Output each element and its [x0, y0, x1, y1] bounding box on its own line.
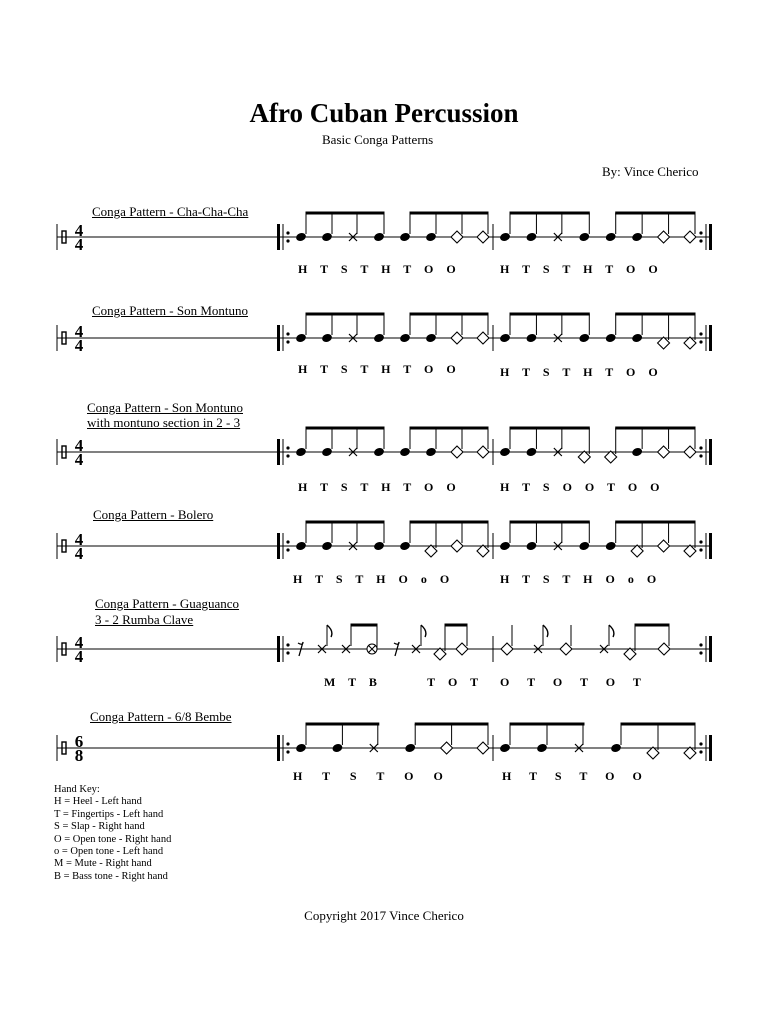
note-x	[554, 233, 562, 241]
eighth-rest	[298, 642, 303, 656]
note-diamond	[605, 451, 617, 463]
repeat-end-thick	[709, 325, 712, 351]
note-head	[605, 541, 617, 552]
note-flag	[327, 625, 332, 637]
note-head	[536, 743, 548, 754]
note-diamond	[658, 231, 670, 243]
time-signature-top: 4	[74, 436, 84, 455]
percussion-clef	[62, 231, 66, 243]
note-diamond	[477, 332, 489, 344]
note-beam	[615, 212, 695, 215]
note-diamond	[477, 545, 489, 557]
note-head	[295, 333, 307, 344]
percussion-clef	[62, 643, 66, 655]
note-diamond	[658, 540, 670, 552]
note-flag	[543, 625, 548, 637]
repeat-dot	[699, 446, 702, 449]
hand-labels: H T S T H T O O	[298, 480, 457, 494]
note-head	[404, 743, 416, 754]
note-x	[349, 542, 357, 550]
note-head	[610, 743, 622, 754]
note-head	[499, 447, 511, 458]
note-head	[373, 541, 385, 552]
author-credit: By: Vince Cherico	[602, 164, 699, 179]
note-x	[534, 645, 542, 653]
note-beam	[306, 313, 385, 316]
pattern-title: Conga Pattern - 6/8 Bembe	[90, 709, 232, 724]
note-head	[373, 232, 385, 243]
note-diamond	[684, 446, 696, 458]
hand-labels: H T S T H T O O	[298, 362, 457, 376]
note-beam	[510, 313, 590, 316]
time-signature-bottom: 4	[74, 544, 84, 563]
note-beam	[410, 427, 489, 430]
note-x	[412, 645, 420, 653]
repeat-dot	[286, 454, 289, 457]
repeat-dot	[699, 332, 702, 335]
hand-labels: H T S T H O o O	[500, 572, 657, 586]
note-head	[321, 541, 333, 552]
note-diamond	[631, 545, 643, 557]
pattern-subtitle: 3 - 2 Rumba Clave	[95, 612, 194, 627]
note-diamond	[451, 446, 463, 458]
hand-labels: O T O T O T	[500, 675, 642, 689]
note-head	[499, 743, 511, 754]
note-diamond	[624, 648, 636, 660]
pattern-title: Conga Pattern - Bolero	[93, 507, 214, 522]
note-head	[295, 232, 307, 243]
percussion-clef	[62, 446, 66, 458]
note-head	[295, 447, 307, 458]
hand-key-item: O = Open tone - Right hand	[54, 833, 172, 845]
hand-key-item: S = Slap - Right hand	[54, 821, 145, 833]
hand-key	[54, 784, 171, 883]
time-signature-bottom: 4	[74, 235, 84, 254]
percussion-clef	[62, 540, 66, 552]
repeat-end-thick	[709, 224, 712, 250]
note-diamond	[684, 545, 696, 557]
hand-labels: M T B T O T	[324, 675, 479, 689]
note-head	[578, 333, 590, 344]
repeat-end-thick	[709, 636, 712, 662]
note-head	[295, 541, 307, 552]
repeat-dot	[286, 239, 289, 242]
note-diamond	[684, 337, 696, 349]
time-signature-bottom: 4	[74, 336, 84, 355]
note-beam	[510, 521, 590, 524]
time-signature-bottom: 4	[74, 647, 84, 666]
time-signature-bottom: 8	[74, 746, 84, 765]
note-head	[499, 232, 511, 243]
repeat-dot	[286, 750, 289, 753]
hand-labels: H T S T H T O O	[500, 365, 659, 379]
repeat-dot	[286, 231, 289, 234]
repeat-dot	[286, 651, 289, 654]
note-head	[399, 333, 411, 344]
pattern-subtitle: with montuno section in 2 - 3	[87, 415, 241, 430]
note-beam	[510, 212, 590, 215]
note-head	[578, 232, 590, 243]
repeat-dot	[699, 231, 702, 234]
note-beam	[410, 521, 489, 524]
repeat-start-thick	[277, 439, 280, 465]
note-head	[499, 333, 511, 344]
note-head	[499, 541, 511, 552]
note-beam	[306, 212, 385, 215]
repeat-start-thick	[277, 325, 280, 351]
hand-key-heading: Hand Key:	[54, 784, 100, 795]
note-beam	[351, 624, 378, 627]
note-head	[321, 232, 333, 243]
note-diamond	[477, 742, 489, 754]
hand-labels: H T S T O O	[293, 769, 444, 783]
note-diamond	[501, 643, 513, 655]
hand-labels: H T S T O O	[502, 769, 643, 783]
note-x	[600, 645, 608, 653]
repeat-dot	[699, 454, 702, 457]
note-head	[321, 447, 333, 458]
note-head	[605, 232, 617, 243]
copyright: Copyright 2017 Vince Cherico	[304, 908, 464, 923]
note-flag	[609, 625, 614, 637]
hand-labels: H T S O O T O O	[500, 480, 660, 494]
repeat-dot	[286, 643, 289, 646]
note-diamond	[647, 747, 659, 759]
eighth-rest	[394, 642, 399, 656]
note-head	[399, 447, 411, 458]
hand-key-item: B = Bass tone - Right hand	[54, 870, 168, 882]
repeat-dot	[286, 332, 289, 335]
pattern-title: Conga Pattern - Guaguanco	[95, 596, 240, 611]
time-signature-top: 4	[74, 322, 84, 341]
hand-key-item: T = Fingertips - Left hand	[54, 808, 164, 820]
note-head	[295, 743, 307, 754]
note-head	[331, 743, 343, 754]
time-signature-bottom: 4	[74, 450, 84, 469]
note-beam	[615, 427, 695, 430]
note-diamond	[477, 231, 489, 243]
note-head	[425, 447, 437, 458]
note-beam	[635, 624, 670, 627]
note-head	[321, 333, 333, 344]
repeat-end-thick	[709, 735, 712, 761]
note-head	[525, 541, 537, 552]
hand-labels: H T S T H O o O	[293, 572, 450, 586]
note-head	[525, 447, 537, 458]
note-diamond	[684, 747, 696, 759]
time-signature-top: 4	[74, 633, 84, 652]
repeat-dot	[286, 742, 289, 745]
repeat-dot	[286, 548, 289, 551]
note-beam	[306, 521, 385, 524]
note-beam	[615, 521, 695, 524]
repeat-dot	[699, 548, 702, 551]
note-head	[425, 232, 437, 243]
repeat-start-thick	[277, 636, 280, 662]
note-head	[605, 333, 617, 344]
note-flag	[421, 625, 426, 637]
note-bass-x	[369, 646, 376, 653]
repeat-dot	[699, 540, 702, 543]
note-diamond	[658, 643, 670, 655]
percussion-clef	[62, 742, 66, 754]
repeat-dot	[699, 239, 702, 242]
time-signature-top: 4	[74, 530, 84, 549]
repeat-dot	[699, 651, 702, 654]
note-x	[318, 645, 326, 653]
note-beam	[615, 313, 695, 316]
hand-labels: H T S T H T O O	[298, 262, 457, 276]
hand-key-item: H = Heel - Left hand	[54, 796, 142, 808]
note-head	[373, 333, 385, 344]
repeat-dot	[286, 340, 289, 343]
pattern-title: Conga Pattern - Son Montuno	[92, 303, 248, 318]
note-x	[554, 334, 562, 342]
note-head	[525, 232, 537, 243]
note-head	[373, 447, 385, 458]
note-bass	[367, 644, 377, 654]
repeat-start-thick	[277, 533, 280, 559]
note-diamond	[456, 643, 468, 655]
note-beam	[510, 427, 590, 430]
note-diamond	[451, 332, 463, 344]
document-subtitle: Basic Conga Patterns	[322, 132, 434, 147]
note-diamond	[425, 545, 437, 557]
note-head	[399, 541, 411, 552]
pattern-title: Conga Pattern - Son Montuno	[87, 400, 243, 415]
repeat-dot	[699, 742, 702, 745]
note-x	[575, 744, 583, 752]
hand-key-item: o = Open tone - Left hand	[54, 846, 164, 858]
note-beam	[445, 624, 468, 627]
hand-labels: H T S T H T O O	[500, 262, 659, 276]
repeat-dot	[286, 446, 289, 449]
note-x	[349, 334, 357, 342]
note-diamond	[451, 231, 463, 243]
time-signature-top: 4	[74, 221, 84, 240]
note-beam	[306, 427, 385, 430]
document-title: Afro Cuban Percussion	[249, 98, 519, 128]
note-diamond	[477, 446, 489, 458]
note-diamond	[578, 451, 590, 463]
repeat-start-thick	[277, 735, 280, 761]
note-beam	[510, 723, 585, 726]
time-signature-top: 6	[74, 732, 84, 751]
repeat-dot	[286, 540, 289, 543]
pattern-title: Conga Pattern - Cha-Cha-Cha	[92, 204, 249, 219]
note-beam	[410, 212, 489, 215]
note-x	[349, 233, 357, 241]
note-diamond	[441, 742, 453, 754]
repeat-end-thick	[709, 439, 712, 465]
note-diamond	[560, 643, 572, 655]
hand-key-item: M = Mute - Right hand	[54, 858, 152, 870]
percussion-clef	[62, 332, 66, 344]
note-head	[631, 333, 643, 344]
note-beam	[306, 723, 380, 726]
note-x	[342, 645, 350, 653]
note-x	[554, 448, 562, 456]
note-head	[631, 232, 643, 243]
note-beam	[410, 313, 489, 316]
note-beam	[621, 723, 696, 726]
note-head	[399, 232, 411, 243]
note-diamond	[451, 540, 463, 552]
note-x	[554, 542, 562, 550]
note-diamond	[684, 231, 696, 243]
repeat-dot	[699, 643, 702, 646]
note-diamond	[658, 446, 670, 458]
note-x	[370, 744, 378, 752]
note-head	[425, 333, 437, 344]
note-head	[631, 447, 643, 458]
note-diamond	[658, 337, 670, 349]
note-x	[349, 448, 357, 456]
note-head	[578, 541, 590, 552]
note-diamond	[434, 648, 446, 660]
repeat-end-thick	[709, 533, 712, 559]
repeat-dot	[699, 750, 702, 753]
repeat-dot	[699, 340, 702, 343]
note-beam	[415, 723, 489, 726]
repeat-start-thick	[277, 224, 280, 250]
note-head	[525, 333, 537, 344]
